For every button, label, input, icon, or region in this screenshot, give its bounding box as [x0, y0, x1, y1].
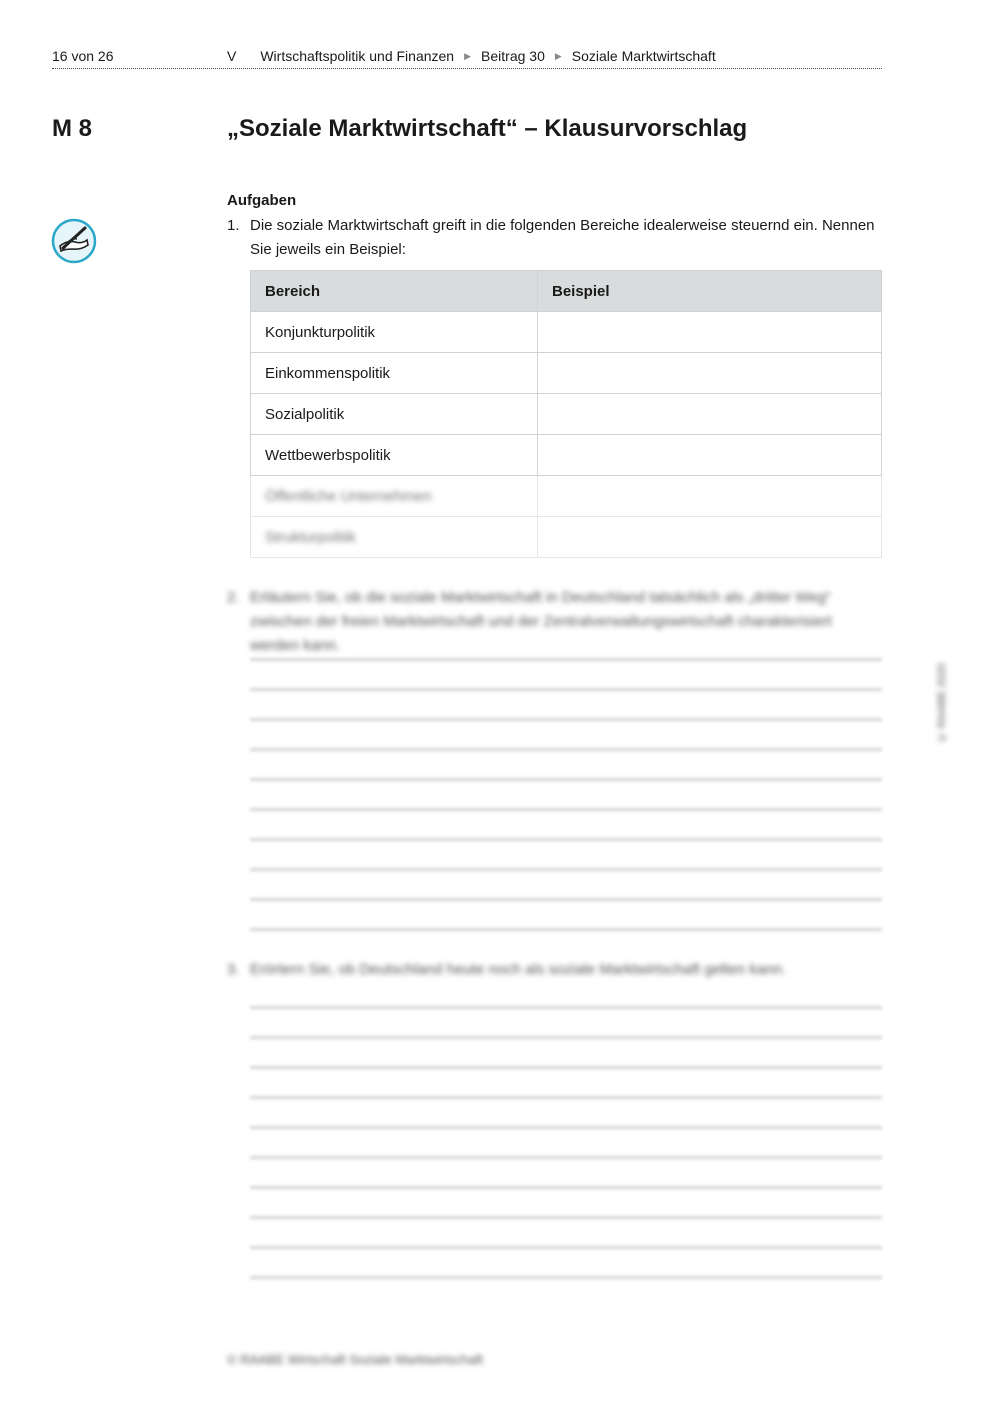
task-number: 1.: [227, 217, 240, 234]
writing-hand-pen-icon: [51, 218, 97, 264]
task-text: Erläutern Sie, ob die soziale Marktwirtschaft in Deutschland tatsächlich als „dritter Weg“ zwischen der freien Marktwirtschaft und der Zentralverwaltungswirtschaft charakterisiert werden kann.: [250, 589, 832, 654]
answer-line: [250, 778, 882, 781]
table-row-blurred: [251, 517, 882, 558]
answer-line: [250, 868, 882, 871]
task-number: 2.: [227, 589, 240, 606]
beispiel-answer-cell[interactable]: [538, 435, 882, 476]
bereiche-table: [250, 270, 882, 558]
bereich-cell: Öffentliche Unternehmen: [251, 476, 538, 517]
table-row: [251, 312, 882, 353]
beispiel-answer-cell: [538, 517, 882, 558]
table-row: [251, 394, 882, 435]
table-header-row: [251, 271, 882, 312]
triangle-right-icon: ▶: [554, 50, 562, 61]
page-number: 16 von 26: [52, 48, 114, 64]
triangle-right-icon: ▶: [464, 50, 472, 61]
beispiel-answer-cell[interactable]: [538, 394, 882, 435]
breadcrumb-topic: Soziale Marktwirtschaft: [571, 48, 716, 64]
answer-line: [250, 1006, 882, 1009]
answer-line: [250, 808, 882, 811]
answer-lines-task-3: [250, 1006, 882, 1306]
answer-line: [250, 928, 882, 931]
page-header: [52, 44, 882, 69]
answer-line: [250, 658, 882, 661]
answer-line: [250, 1096, 882, 1099]
answer-line: [250, 748, 882, 751]
answer-lines-task-2: [250, 658, 882, 958]
answer-line: [250, 1276, 882, 1279]
bereich-cell: Wettbewerbspolitik: [251, 435, 538, 476]
breadcrumb: [227, 48, 716, 64]
beispiel-answer-cell: [538, 476, 882, 517]
task-text: Die soziale Marktwirtschaft greift in die folgenden Bereiche idealerweise steuernd ein. Nennen Sie jeweils ein Beispiel:: [250, 217, 875, 258]
answer-line: [250, 1126, 882, 1129]
material-label: M 8: [52, 115, 93, 142]
answer-line: [250, 688, 882, 691]
answer-line: [250, 838, 882, 841]
breadcrumb-article: Beitrag 30: [481, 48, 545, 64]
bereich-cell: Sozialpolitik: [251, 394, 538, 435]
beispiel-answer-cell[interactable]: [538, 312, 882, 353]
column-header-beispiel: Beispiel: [538, 271, 882, 312]
table-row: [251, 353, 882, 394]
tasks-heading: Aufgaben: [227, 192, 297, 209]
breadcrumb-section: Wirtschaftspolitik und Finanzen: [260, 48, 455, 64]
bereich-cell: Konjunkturpolitik: [251, 312, 538, 353]
answer-line: [250, 898, 882, 901]
breadcrumb-chapter: V: [227, 48, 237, 64]
answer-line: [250, 1036, 882, 1039]
bereich-cell: Einkommenspolitik: [251, 353, 538, 394]
page-title: „Soziale Marktwirtschaft“ – Klausurvorschlag: [227, 115, 748, 142]
table-row: [251, 435, 882, 476]
task-text: Erörtern Sie, ob Deutschland heute noch als soziale Marktwirtschaft gelten kann.: [250, 961, 787, 978]
task-number: 3.: [227, 961, 240, 978]
answer-line: [250, 1246, 882, 1249]
task-3: [227, 958, 882, 982]
task-1: [227, 214, 882, 262]
column-header-bereich: Bereich: [251, 271, 538, 312]
table-row-blurred: [251, 476, 882, 517]
answer-line: [250, 718, 882, 721]
answer-line: [250, 1186, 882, 1189]
beispiel-answer-cell[interactable]: [538, 353, 882, 394]
answer-line: [250, 1216, 882, 1219]
bereich-cell: Strukturpolitik: [251, 517, 538, 558]
copyright-side-note: © RAABE 2020: [936, 663, 948, 743]
page-footer: © RAABE Wirtschaft Soziale Marktwirtschaft: [227, 1352, 483, 1367]
answer-line: [250, 1066, 882, 1069]
task-2: [227, 586, 882, 658]
answer-line: [250, 1156, 882, 1159]
